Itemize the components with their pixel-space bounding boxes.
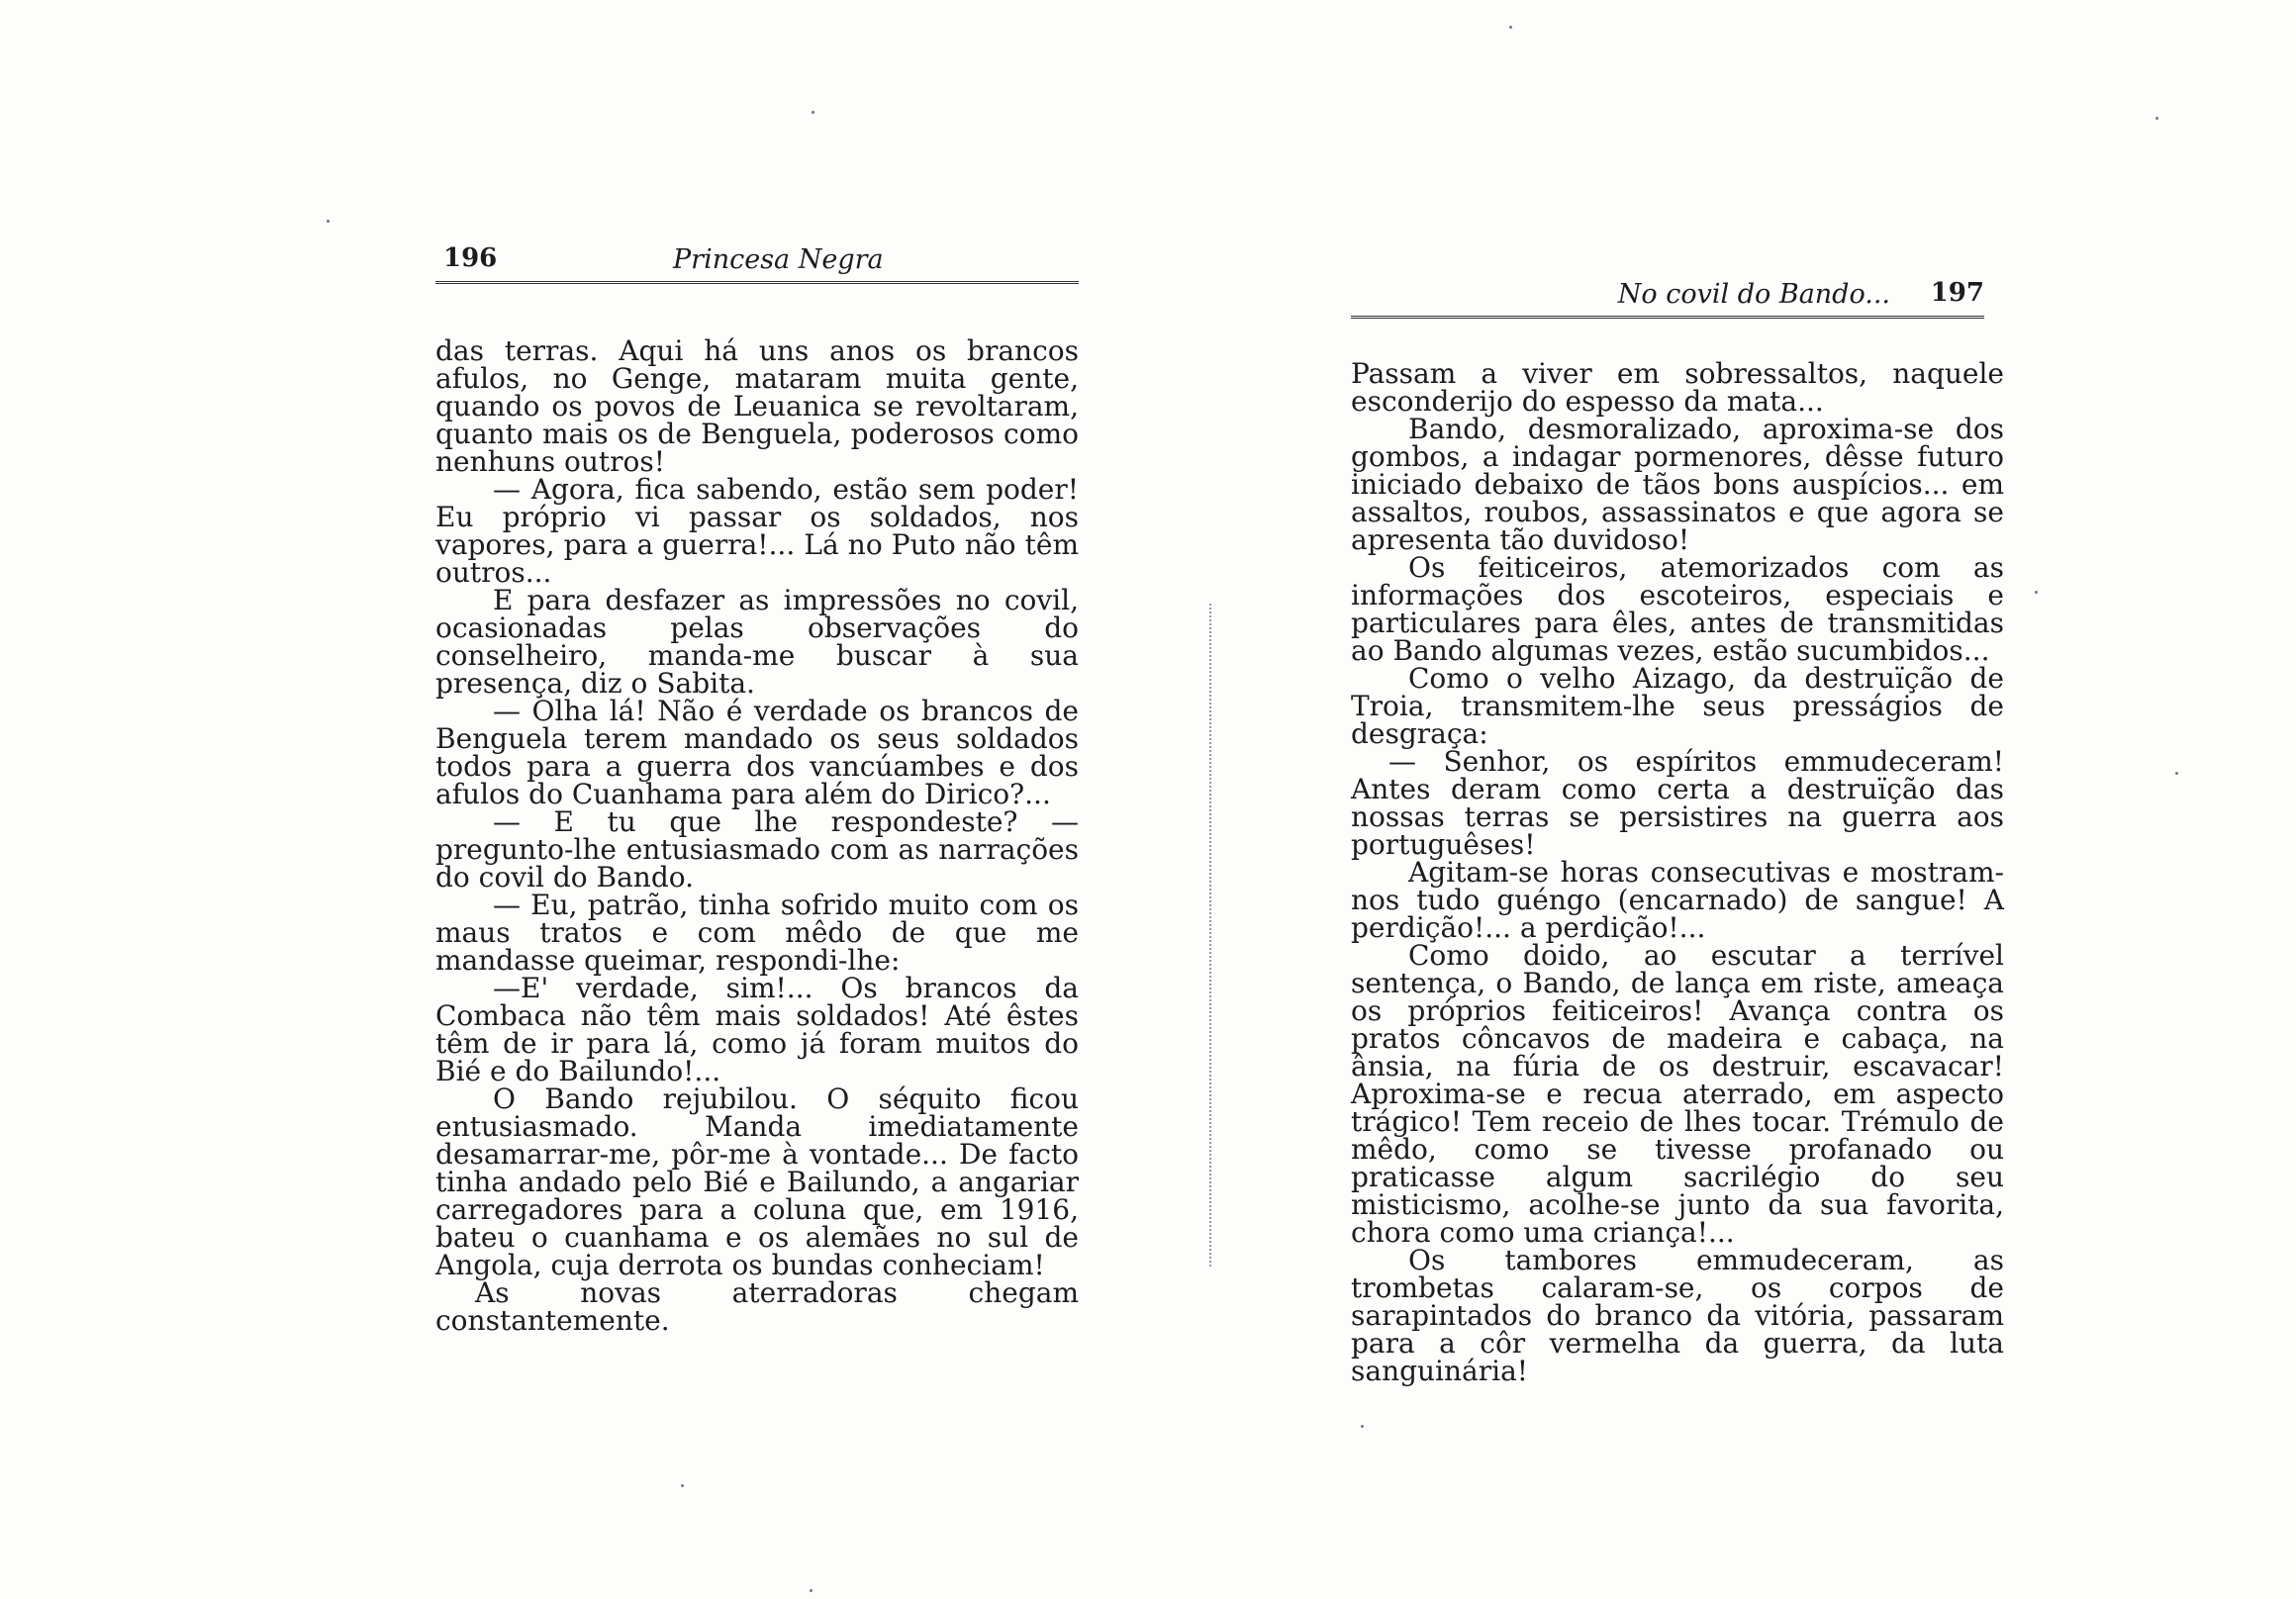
scan-speck [1361, 1425, 1364, 1428]
right-body-text [1351, 357, 2004, 1387]
paragraph: — Agora, fica sabendo, estão sem poder! Eu próprio vi passar os soldados, nos vapores, para a guerra!... Lá no Puto não têm outros... [435, 473, 1079, 589]
right-running-head [1351, 272, 1984, 319]
paragraph: O Bando rejubilou. O séquito ficou entusiasmado. Manda imediatamente desamarrar-me, pôr-me à vontade... De facto tinha andado pelo Bié e Bailundo, a angariar carregadores para a coluna que, em 1916, bateu o cuanhama e os alemães no sul de Angola, cuja derrota os bundas conheciam! [435, 1082, 1079, 1281]
scan-speck [812, 111, 814, 114]
paragraph: das terras. Aqui há uns anos os brancos afulos, no Genge, mataram muita gente, quando os povos de Leuanica se revoltaram, quanto mais os de Benguela, poderosos como nenhuns outros! [435, 334, 1079, 478]
paragraph: — Eu, patrão, tinha sofrido muito com os maus tratos e com mêdo de que me mandasse queimar, respondi-lhe: [435, 889, 1079, 977]
paragraph: Como doido, ao escutar a terrível sentença, o Bando, de lança em riste, ameaça os próprios feiticeiros! Avança contra os pratos côncavos de madeira e cabaça, na ânsia, na fúria de os destruir, escavacar! Aproxima-se e recua aterrado, em aspecto trágico! Tem receio de lhes tocar. Trémulo de mêdo, como se tivesse profanado ou praticasse algum sacrilégio do seu misticismo, acolhe-se junto da sua favorita, chora como uma criança!... [1351, 939, 2004, 1249]
paragraph: — Olha lá! Não é verdade os brancos de Benguela terem mandado os seus soldados todos para a guerra dos vancúambes e dos afulos do Cuanhama para além do Dirico?... [435, 695, 1079, 810]
scan-speck [2155, 117, 2158, 120]
scan-speck [810, 1589, 813, 1592]
left-running-title: Princesa Negra [673, 244, 884, 275]
paragraph: Como o velho Aizago, da destruïção de Troia, transmitem-lhe seus presságios de desgraça: [1351, 662, 2004, 750]
paragraph: As novas aterradoras chegam constantemente. [435, 1276, 1079, 1337]
paragraph: Os feiticeiros, atemorizados com as informações dos escoteiros, especiais e particulares para êles, antes de transmitidas ao Bando algumas vezes, estão sucumbidos... [1351, 551, 2004, 667]
left-body-text [435, 334, 1079, 1337]
paragraph: Os tambores emmudeceram, as trombetas calaram-se, os corpos de sarapintados do branco da vitória, passaram para a côr vermelha da guerra, da luta sanguinária! [1351, 1244, 2004, 1387]
paragraph: Bando, desmoralizado, aproxima-se dos gombos, a indagar pormenores, dêsse futuro iniciado debaixo de tãos bons auspícios... em assaltos, roubos, assassinatos e que agora se apresenta tão duvidoso! [1351, 413, 2004, 556]
scan-speck [1509, 26, 1512, 29]
paragraph: E para desfazer as impressões no covil, ocasionadas pelas observações do conselheiro, manda-me buscar à sua presença, diz o Sabita. [435, 584, 1079, 700]
paragraph: — Senhor, os espíritos emmudeceram! Antes deram como certa a destruïção das nossas terras se persistires na guerra aos portuguêses! [1351, 745, 2004, 861]
left-running-head [435, 237, 1079, 284]
left-page-number: 196 [443, 243, 498, 273]
scan-speck [2035, 591, 2038, 594]
gutter-fold [1209, 604, 1215, 1267]
scan-speck [2175, 772, 2178, 775]
paragraph: Agitam-se horas consecutivas e mostram-nos tudo guéngo (encarnado) de sangue! A perdição!... a perdição!... [1351, 856, 2004, 944]
left-page [435, 237, 1079, 1335]
paragraph: — E tu que lhe respondeste? — pregunto-lhe entusiasmado com as narrações do covil do Bando. [435, 805, 1079, 894]
scan-speck [327, 220, 330, 223]
right-page [1351, 272, 2004, 1385]
right-page-number: 197 [1930, 278, 1984, 308]
right-running-title: No covil do Bando... [1617, 279, 1890, 310]
scan-speck [681, 1484, 684, 1487]
paragraph: Passam a viver em sobressaltos, naquele esconderijo do espesso da mata... [1351, 357, 2004, 418]
paragraph: —E' verdade, sim!... Os brancos da Combaca não têm mais soldados! Até êstes têm de ir para lá, como já foram muitos do Bié e do Bailundo!... [435, 972, 1079, 1087]
